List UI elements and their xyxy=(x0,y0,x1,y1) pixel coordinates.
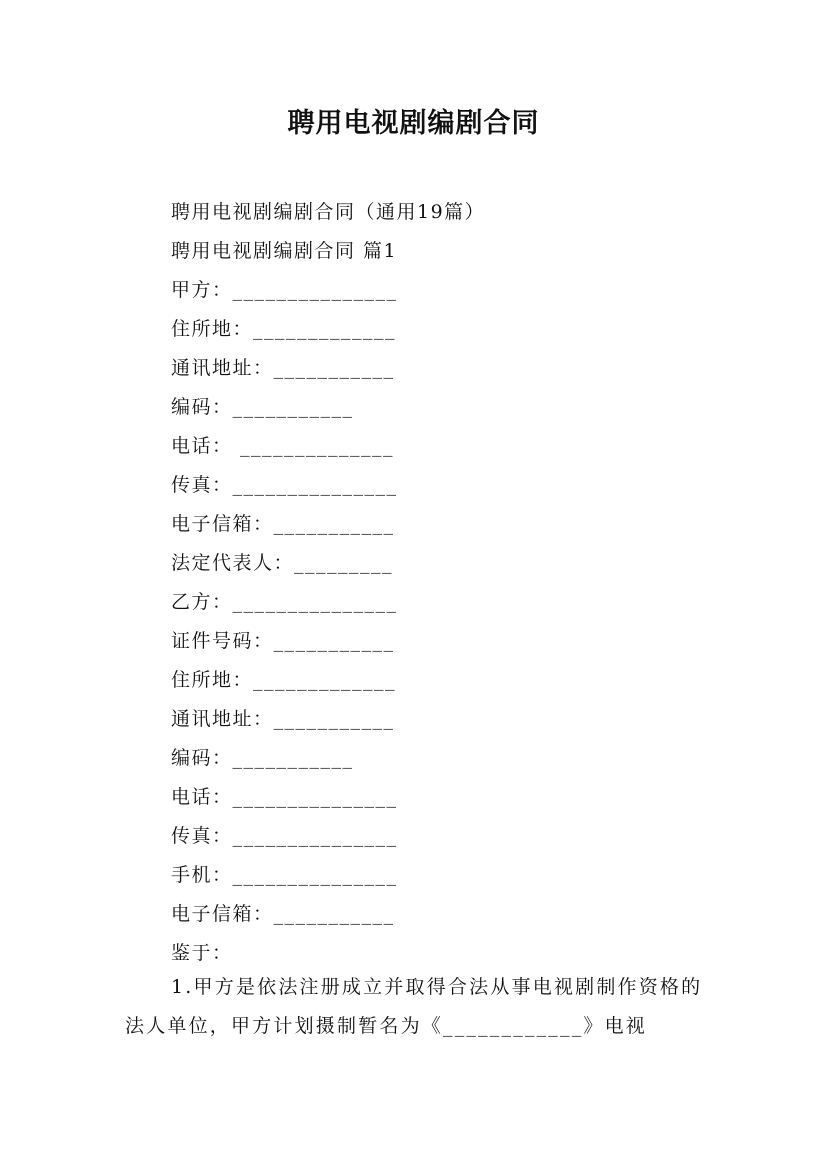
party-a-address-field: 住所地：_____________ xyxy=(171,318,397,340)
party-a-fax-field: 传真：_______________ xyxy=(171,474,398,496)
party-a-email-field: 电子信箱：___________ xyxy=(171,513,395,535)
document-title: 聘用电视剧编剧合同 xyxy=(287,108,540,139)
party-b-field: 乙方：_______________ xyxy=(171,591,398,613)
section-heading: 聘用电视剧编剧合同 篇1 xyxy=(171,240,398,262)
party-a-field: 甲方：_______________ xyxy=(171,279,398,301)
subtitle-line: 聘用电视剧编剧合同（通用19篇） xyxy=(171,201,486,223)
party-b-id-number-field: 证件号码：___________ xyxy=(171,630,395,652)
contract-header-lines xyxy=(171,193,731,973)
party-a-legal-rep-field: 法定代表人：_________ xyxy=(171,552,394,574)
clause-1-paragraph xyxy=(125,968,705,1046)
party-b-address-field: 住所地：_____________ xyxy=(171,669,397,691)
party-a-postcode-field: 编码：___________ xyxy=(171,396,354,418)
party-b-fax-field: 传真：_______________ xyxy=(171,825,398,847)
party-b-phone-field: 电话：_______________ xyxy=(171,786,398,808)
party-b-postcode-field: 编码：___________ xyxy=(171,747,354,769)
party-b-mobile-field: 手机：_______________ xyxy=(171,864,398,886)
party-b-mailing-address-field: 通讯地址：___________ xyxy=(171,708,395,730)
party-a-mailing-address-field: 通讯地址：___________ xyxy=(171,357,395,379)
party-a-phone-field: 电话： ______________ xyxy=(171,435,395,457)
whereas-heading: 鉴于： xyxy=(171,942,233,964)
clause-1-text: 1.甲方是依法注册成立并取得合法从事电视剧制作资格的法人单位，甲方计划摄制暂名为《____________》电视 xyxy=(125,976,703,1037)
party-b-email-field: 电子信箱：___________ xyxy=(171,903,395,925)
